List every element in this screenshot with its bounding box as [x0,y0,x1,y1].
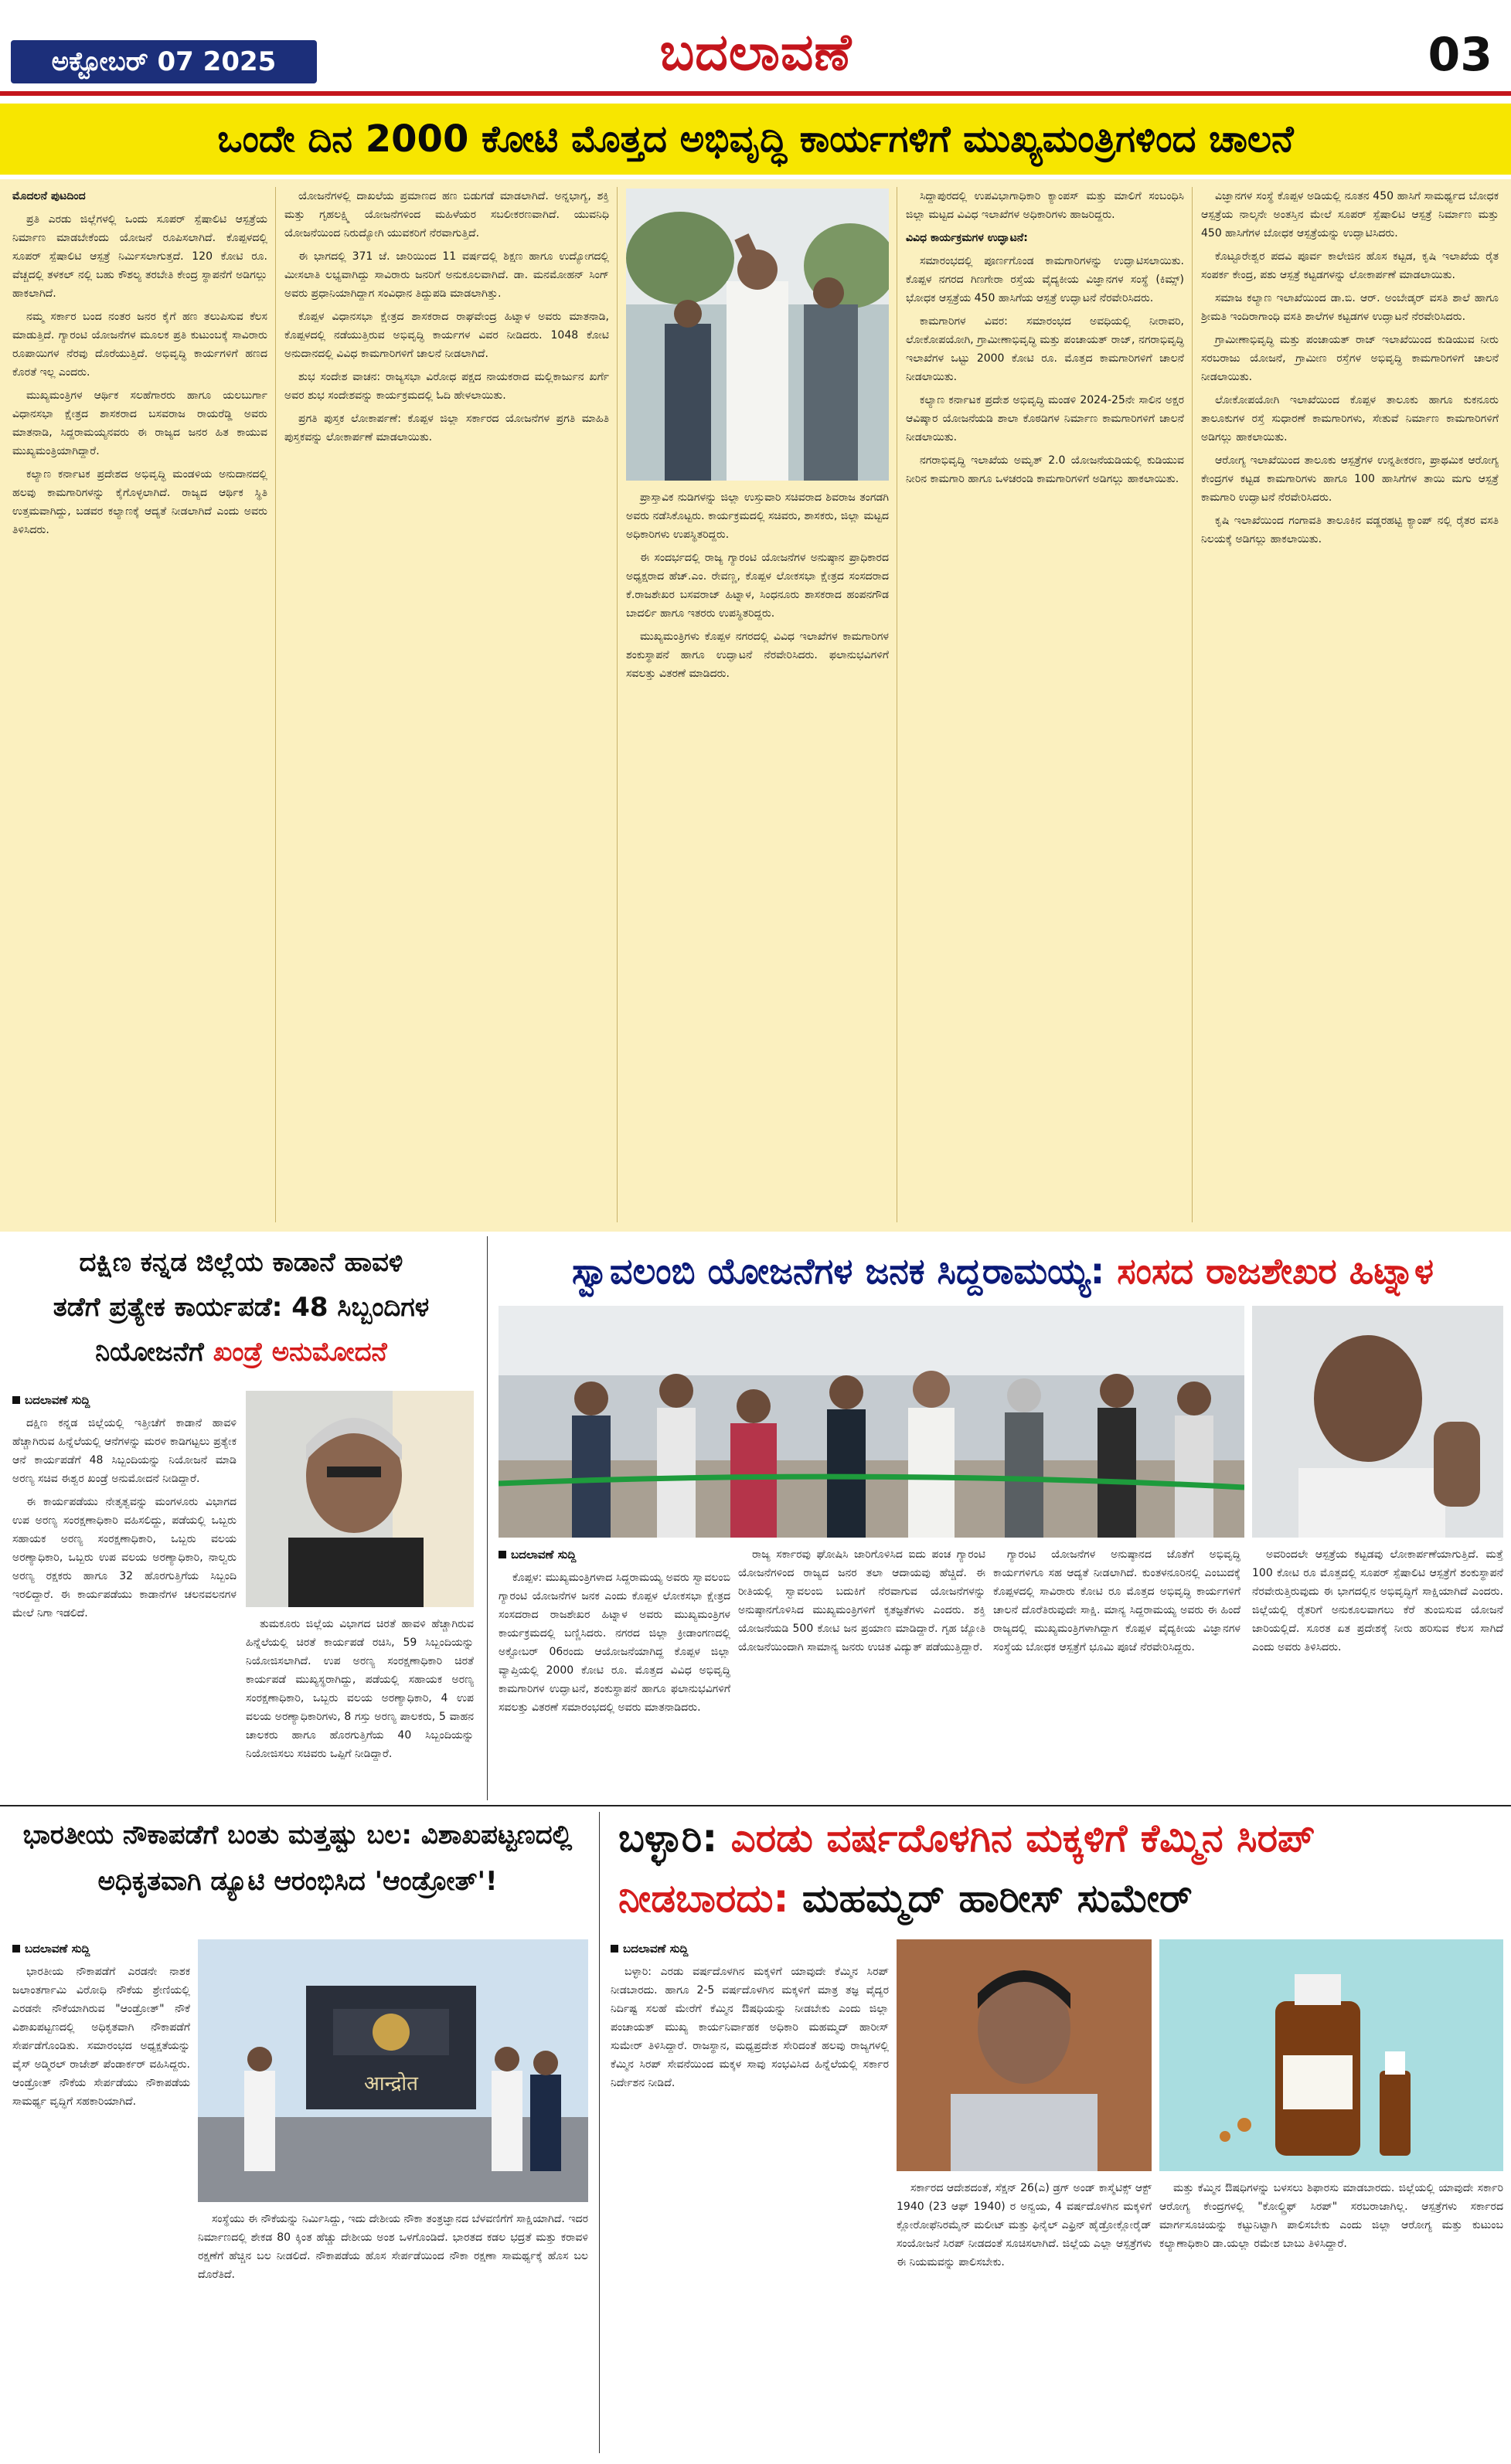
lead-column-3 [626,488,889,1222]
byline-square-icon [499,1551,506,1558]
syrup-bottle-photo [1159,1939,1503,2171]
navy-byline [12,1939,190,1958]
mp-column-3 [993,1545,1240,1800]
lead-col5-para: ಕೊಟ್ಟೂರೇಶ್ವರ ಪದವಿ ಪೂರ್ವ ಕಾಲೇಜಿನ ಹೊಸ ಕಟ್ಟಡ, ಕೃಷಿ ಇಲಾಖೆಯ ರೈತ ಸಂಪರ್ಕ ಕೇಂದ್ರ, ಪಶು ಆಸ್ಪತ್ರೆ ಕಟ್ಟಡಗಳನ್ನು ಲೋಕಾರ್ಪಣೆ ಮಾಡಲಾಯಿತು. [1201,250,1499,281]
forest-byline-text: ಬದಲಾವಣೆ ಸುದ್ದಿ [25,1393,90,1407]
mp-headline-highlight: ಸಂಸದ ರಾಜಶೇಖರ ಹಿಟ್ನಾಳ [1117,1250,1434,1292]
byline-square-icon [12,1396,20,1404]
section-rule [599,1812,600,2453]
lead-col4-para: ಕಾಮಗಾರಿಗಳ ವಿವರ: ಸಮಾರಂಭದ ಅವಧಿಯಲ್ಲಿ ನೀರಾವರಿ, ಲೋಕೋಪಯೋಗಿ, ಗ್ರಾಮೀಣಾಭಿವೃದ್ಧಿ ಮತ್ತು ಪಂಚಾಯತ್ ರಾಜ್, ನಗರಾಭಿವೃದ್ಧಿ ಇಲಾಖೆಗಳ ಒಟ್ಟು 2000 ಕೋಟಿ ರೂ. ಮೊತ್ತದ ಕಾಮಗಾರಿಗಳಿಗೆ ಚಾಲನೆ ನೀಡಲಾಯಿತು. [906,315,1184,383]
newspaper-brand: ಬದಲಾವಣೆ [659,22,852,82]
forest-headline-highlight: ಖಂಡ್ರೆ ಅನುಮೋದನೆ [213,1337,387,1368]
ship-plaque-text: आन्द्रोत [364,2072,418,2095]
lead-col4-para: ಸಿದ್ದಾಪುರದಲ್ಲಿ ಉಪವಿಭಾಗಾಧಿಕಾರಿ ಕ್ಯಾಂಪಸ್ ಮತ್ತು ಮಾಲಿಗೆ ಸಂಬಂಧಿಸಿ ಜಿಲ್ಲಾ ಮಟ್ಟದ ವಿವಿಧ ಇಲಾಖೆಗಳ ಅಧಿಕಾರಿಗಳು ಹಾಜರಿದ್ದರು. [906,190,1184,221]
lead-col2-para: ಕೊಪ್ಪಳ ವಿಧಾನಸಭಾ ಕ್ಷೇತ್ರದ ಶಾಸಕರಾದ ರಾಘವೇಂದ್ರ ಹಿಟ್ನಾಳ ಅವರು ಮಾತನಾಡಿ, ಕೊಪ್ಪಳದಲ್ಲಿ ನಡೆಯುತ್ತಿರುವ ಅಭಿವೃದ್ಧಿ ಕಾರ್ಯಗಳ ವಿವರ ನೀಡಿದರು. 1048 ಕೋಟಿ ಅನುದಾನದಲ್ಲಿ ವಿವಿಧ ಕಾಮಗಾರಿಗಳಿಗೆ ಚಾಲನೆ ನೀಡಲಾಗಿದೆ. [284,311,609,360]
lead-col5-para: ಗ್ರಾಮೀಣಾಭಿವೃದ್ಧಿ ಮತ್ತು ಪಂಚಾಯತ್ ರಾಜ್ ಇಲಾಖೆಯಿಂದ ಕುಡಿಯುವ ನೀರು ಸರಬರಾಜು ಯೋಜನೆ, ಗ್ರಾಮೀಣ ರಸ್ತೆಗಳ ಅಭಿವೃದ್ಧಿ ಕಾಮಗಾರಿಗಳಿಗೆ ಚಾಲನೆ ನೀಡಲಾಯಿತು. [1201,334,1499,383]
ship-commissioning-illustration [198,1939,588,2202]
lead-col4-para: ನಗರಾಭಿವೃದ್ಧಿ ಇಲಾಖೆಯ ಅಮೃತ್ 2.0 ಯೋಜನೆಯಡಿಯಲ್ಲಿ ಕುಡಿಯುವ ನೀರಿನ ಕಾಮಗಾರಿ ಹಾಗೂ ಒಳಚರಂಡಿ ಕಾಮಗಾರಿಗಳಿಗೆ ಅಡಿಗಲ್ಲು ಹಾಕಲಾಯಿತು. [906,454,1184,485]
minister-portrait-illustration [246,1391,474,1607]
lead-col2-para: ಯೋಜನೆಗಳಲ್ಲಿ ದಾಖಲೆಯ ಪ್ರಮಾಣದ ಹಣ ಬಿಡುಗಡೆ ಮಾಡಲಾಗಿದೆ. ಅನ್ನಭಾಗ್ಯ, ಶಕ್ತಿ ಮತ್ತು ಗೃಹಲಕ್ಷ್ಮಿ ಯೋಜನೆಗಳಿಂದ ಮಹಿಳೆಯರ ಸಬಲೀಕರಣವಾಗಿದೆ. ಯುವನಿಧಿ ಯೋಜನೆಯಿಂದ ನಿರುದ್ಯೋಗಿ ಯುವಕರಿಗೆ ನೆರವಾಗುತ್ತಿದೆ. [284,190,609,240]
syrup-para: ಮತ್ತು ಕೆಮ್ಮಿನ ಔಷಧಿಗಳನ್ನು ಬಳಸಲು ಶಿಫಾರಸು ಮಾಡಬಾರದು. ಜಿಲ್ಲೆಯಲ್ಲಿ ಯಾವುದೇ ಸರ್ಕಾರಿ ಆರೋಗ್ಯ ಕೇಂದ್ರಗಳಲ್ಲಿ "ಕೋಲ್ಡ್ರಿಫ್ ಸಿರಪ್" ಸರಬರಾಜಾಗಿಲ್ಲ. ಆಸ್ಪತ್ರೆಗಳು ಸರ್ಕಾರದ ಮಾರ್ಗಸೂಚಿಯನ್ನು ಕಟ್ಟುನಿಟ್ಟಾಗಿ ಪಾಲಿಸಬೇಕು ಎಂದು ಜಿಲ್ಲಾ ಆರೋಗ್ಯ ಮತ್ತು ಕುಟುಂಬ ಕಲ್ಯಾಣಾಧಿಕಾರಿ ಡಾ.ಯಲ್ಲಾ ರಮೇಶ ಬಾಬು ತಿಳಿಸಿದ್ದಾರೆ. [1159,2182,1503,2250]
mp-para: ಕೊಪ್ಪಳ: ಮುಖ್ಯಮಂತ್ರಿಗಳಾದ ಸಿದ್ದರಾಮಯ್ಯ ಅವರು ಸ್ವಾವಲಂಬಿ ಗ್ಯಾರಂಟಿ ಯೋಜನೆಗಳ ಜನಕ ಎಂದು ಕೊಪ್ಪಳ ಲೋಕಸಭಾ ಕ್ಷೇತ್ರದ ಸಂಸದರಾದ ರಾಜಶೇಖರ ಹಿಟ್ನಾಳ ಅವರು ಮುಖ್ಯಮಂತ್ರಿಗಳ ಕಾರ್ಯಕ್ರಮದಲ್ಲಿ ಬಣ್ಣಿಸಿದರು. ನಗರದ ಜಿಲ್ಲಾ ಕ್ರೀಡಾಂಗಣದಲ್ಲಿ ಅಕ್ಟೋಬರ್ 06ರಂದು ಆಯೋಜನೆಯಾಗಿದ್ದ ಕೊಪ್ಪಳ ಜಿಲ್ಲಾ ವ್ಯಾಪ್ತಿಯಲ್ಲಿ 2000 ಕೋಟಿ ರೂ. ಮೊತ್ತದ ವಿವಿಧ ಅಭಿವೃದ್ಧಿ ಕಾಮಗಾರಿಗಳ ಉದ್ಘಾಟನೆ, ಶಂಕುಸ್ಥಾಪನೆ ಹಾಗೂ ಫಲಾನುಭವಿಗಳಿಗೆ ಸವಲತ್ತು ವಿತರಣೆ ಸಮಾರಂಭದಲ್ಲಿ ಅವರು ಮಾತನಾಡಿದರು. [499,1572,730,1714]
lead-col4-subhead: ವಿವಿಧ ಕಾರ್ಯಕ್ರಮಗಳ ಉದ್ಘಾಟನೆ: [906,232,1028,244]
lead-col1-para: ಮುಖ್ಯಮಂತ್ರಿಗಳ ಆರ್ಥಿಕ ಸಲಹೆಗಾರರು ಹಾಗೂ ಯಲಬುರ್ಗಾ ವಿಧಾನಸಭಾ ಕ್ಷೇತ್ರದ ಶಾಸಕರಾದ ಬಸವರಾಜ ರಾಯರೆಡ್ಡಿ ಅವರು ಮಾತನಾಡಿ, ಸಿದ್ದರಾಮಯ್ಯನವರು ಈ ರಾಜ್ಯದ ಜನರ ಹಿತ ಕಾಯುವ ಮುಖ್ಯಮಂತ್ರಿಯಾಗಿದ್ದಾರೆ. [12,389,267,457]
lead-col3-para: ಪ್ರಾಸ್ತಾವಿಕ ನುಡಿಗಳನ್ನು ಜಿಲ್ಲಾ ಉಸ್ತುವಾರಿ ಸಚಿವರಾದ ಶಿವರಾಜ ತಂಗಡಗಿ ಅವರು ನಡೆಸಿಕೊಟ್ಟರು. ಕಾರ್ಯಕ್ರಮದಲ್ಲಿ ಸಚಿವರು, ಶಾಸಕರು, ಜಿಲ್ಲಾ ಮಟ್ಟದ ಅಧಿಕಾರಿಗಳು ಉಪಸ್ಥಿತರಿದ್ದರು. [626,491,889,541]
section-rule [487,1236,488,1800]
masthead-rule [0,91,1511,96]
lead-col5-para: ಕೃಷಿ ಇಲಾಖೆಯಿಂದ ಗಂಗಾವತಿ ತಾಲೂಕಿನ ವಡ್ಡರಹಟ್ಟಿ ಕ್ಯಾಂಪ್ ನಲ್ಲಿ ರೈತರ ವಸತಿ ನಿಲಯಕ್ಕೆ ಅಡಿಗಲ್ಲು ಹಾಕಲಾಯಿತು. [1201,515,1499,545]
navy-column-1 [12,1939,190,2449]
forest-para: ಈ ಕಾರ್ಯಪಡೆಯು ನೇತೃತ್ವವನ್ನು ಮಂಗಳೂರು ವಿಭಾಗದ ಉಪ ಅರಣ್ಯ ಸಂರಕ್ಷಣಾಧಿಕಾರಿ ವಹಿಸಲಿದ್ದು, ಪಡೆಯಲ್ಲಿ ಒಬ್ಬರು ಸಹಾಯಕ ಅರಣ್ಯ ಸಂರಕ್ಷಣಾಧಿಕಾರಿ, ಒಬ್ಬರು ವಲಯ ಅರಣ್ಯಾಧಿಕಾರಿ, ಒಬ್ಬರು ಉಪ ವಲಯ ಅರಣ್ಯಾಧಿಕಾರಿ, ನಾಲ್ವರು ಅರಣ್ಯ ರಕ್ಷಕರು ಹಾಗೂ 32 ಹೊರಗುತ್ತಿಗೆಯ ಸಿಬ್ಬಂದಿ ಇರಲಿದ್ದಾರೆ. ಈ ಕಾರ್ಯಪಡೆಯು ಕಾಡಾನೆಗಳ ಚಲನವಲನಗಳ ಮೇಲೆ ನಿಗಾ ಇಡಲಿದೆ. [12,1496,237,1619]
mp-column-1 [499,1545,730,1800]
lead-col2-para: ಈ ಭಾಗದಲ್ಲಿ 371 ಜೆ. ಜಾರಿಯಿಂದ 11 ವರ್ಷದಲ್ಲಿ ಶಿಕ್ಷಣ ಹಾಗೂ ಉದ್ಯೋಗದಲ್ಲಿ ಮೀಸಲಾತಿ ಲಭ್ಯವಾಗಿದ್ದು ಸಾವಿರಾರು ಜನರಿಗೆ ಅನುಕೂಲವಾಗಿದೆ. ಡಾ. ಮನಮೋಹನ್ ಸಿಂಗ್ ಅವರು ಪ್ರಧಾನಿಯಾಗಿದ್ದಾಗ ಸಂವಿಧಾನ ತಿದ್ದುಪಡಿ ಮಾಡಲಾಗಿತ್ತು. [284,250,609,300]
forest-headline-line: ದಕ್ಷಿಣ ಕನ್ನಡ ಜಿಲ್ಲೆಯ ಕಾಡಾನೆ ಹಾವಳಿ [79,1247,403,1278]
lead-col5-para: ವಿಜ್ಞಾನಗಳ ಸಂಸ್ಥೆ ಕೊಪ್ಪಳ ಅಡಿಯಲ್ಲಿ ನೂತನ 450 ಹಾಸಿಗೆ ಸಾಮರ್ಥ್ಯದ ಬೋಧಕ ಆಸ್ಪತ್ರೆಯ ನಾಲ್ಕನೇ ಅಂತಸ್ತಿನ ಮೇಲೆ ಸೂಪರ್ ಸ್ಪೆಷಾಲಿಟಿ ಆಸ್ಪತ್ರೆ ನಿರ್ಮಾಣ ಮತ್ತು 450 ಹಾಸಿಗೆಗಳ ಬೋಧಕ ಆಸ್ಪತ್ರೆಯನ್ನು ಉದ್ಘಾಟಿಸಿದರು. [1201,190,1499,240]
syrup-byline-text: ಬದಲಾವಣೆ ಸುದ್ದಿ [623,1942,689,1956]
mp-portrait-illustration [1252,1306,1503,1538]
masthead [0,0,1511,93]
lead-column-5 [1201,187,1499,1222]
navy-para: ಸಂಸ್ಥೆಯು ಈ ನೌಕೆಯನ್ನು ನಿರ್ಮಿಸಿದ್ದು, ಇದು ದೇಶೀಯ ನೌಕಾ ತಂತ್ರಜ್ಞಾನದ ಬೆಳವಣಿಗೆಗೆ ಸಾಕ್ಷಿಯಾಗಿದೆ. ಇದರ ನಿರ್ಮಾಣದಲ್ಲಿ ಶೇಕಡ 80 ಕ್ಕಿಂತ ಹೆಚ್ಚು ದೇಶೀಯ ಅಂಶ ಒಳಗೊಂಡಿದೆ. ಭಾರತದ ಕಡಲ ಭದ್ರತೆ ಮತ್ತು ಕರಾವಳಿ ರಕ್ಷಣೆಗೆ ಹೆಚ್ಚಿನ ಬಲ ನೀಡಲಿದೆ. ನೌಕಾಪಡೆಯ ಹೊಸ ಸೇರ್ಪಡೆಯಿಂದ ನೌಕಾ ರಕ್ಷಣಾ ಸಾಮರ್ಥ್ಯಕ್ಕೆ ಹೊಸ ಬಲ ದೊರೆತಿದೆ. [198,2213,588,2281]
lead-col4-para: ಸಮಾರಂಭದಲ್ಲಿ ಪೂರ್ಣಗೊಂಡ ಕಾಮಗಾರಿಗಳನ್ನು ಉದ್ಘಾಟಿಸಲಾಯಿತು. ಕೊಪ್ಪಳ ನಗರದ ಗಿಣಗೇರಾ ರಸ್ತೆಯ ವೈದ್ಯಕೀಯ ವಿಜ್ಞಾನಗಳ ಸಂಸ್ಥೆ (ಕಿಮ್ಸ್) ಭೋಧಕ ಆಸ್ಪತ್ರೆಯ 450 ಹಾಸಿಗೆಯ ಆಸ್ಪತ್ರೆ ಉದ್ಘಾಟನೆ ನೆರವೇರಿಸಿದರು. [906,255,1184,304]
lead-col3-para: ಈ ಸಂದರ್ಭದಲ್ಲಿ ರಾಜ್ಯ ಗ್ಯಾರಂಟಿ ಯೋಜನೆಗಳ ಅನುಷ್ಠಾನ ಪ್ರಾಧಿಕಾರದ ಅಧ್ಯಕ್ಷರಾದ ಹೆಚ್.ಎಂ. ರೇವಣ್ಣ, ಕೊಪ್ಪಳ ಲೋಕಸಭಾ ಕ್ಷೇತ್ರದ ಸಂಸದರಾದ ಕೆ.ರಾಜಶೇಖರ ಬಸವರಾಜ್ ಹಿಟ್ನಾಳ, ಸಿಂಧನೂರು ಶಾಸಕರಾದ ಹಂಪನಗೌಡ ಬಾದರ್ಲಿ ಹಾಗೂ ಇತರರು ಉಪಸ್ಥಿತರಿದ್ದರು. [626,552,889,620]
syrup-headline-highlight: ನೀಡಬಾರದು: [618,1876,802,1921]
mp-para: ರಾಜ್ಯ ಸರ್ಕಾರವು ಘೋಷಿಸಿ ಜಾರಿಗೊಳಿಸಿದ ಐದು ಪಂಚ ಗ್ಯಾರಂಟಿ ಯೋಜನೆಗಳಿಂದ ರಾಜ್ಯದ ಜನರ ತಲಾ ಆದಾಯವು ಹೆಚ್ಚಿದೆ. ಈ ರೀತಿಯಲ್ಲಿ ಸ್ವಾವಲಂಬಿ ಬದುಕಿಗೆ ನೆರವಾಗುವ ಯೋಜನೆಗಳನ್ನು ಅನುಷ್ಠಾನಗೊಳಿಸಿದ ಮುಖ್ಯಮಂತ್ರಿಗಳಿಗೆ ಕೃತಜ್ಞತೆಗಳು ಎಂದರು. ಶಕ್ತಿ ಯೋಜನೆಯಡಿ 500 ಕೋಟಿ ಜನ ಪ್ರಯಾಣ ಮಾಡಿದ್ದಾರೆ. ಗೃಹ ಜ್ಯೋತಿ ಯೋಜನೆಯಿಂದಾಗಿ ಸಾಮಾನ್ಯ ಜನರು ಉಚಿತ ವಿದ್ಯುತ್ ಪಡೆಯುತ್ತಿದ್ದಾರೆ. [738,1548,985,1653]
forest-column-2 [246,1615,474,1800]
lead-col2-para: ಶುಭ ಸಂದೇಶ ವಾಚನ: ರಾಜ್ಯಸಭಾ ವಿರೋಧ ಪಕ್ಷದ ನಾಯಕರಾದ ಮಲ್ಲಿಕಾರ್ಜುನ ಖರ್ಗೆ ಅವರ ಶುಭ ಸಂದೇಶವನ್ನು ಕಾರ್ಯಕ್ರಮದಲ್ಲಿ ಓದಿ ಹೇಳಲಾಯಿತು. [284,371,609,402]
mp-headline [495,1240,1511,1302]
lead-column-4 [906,187,1184,1222]
lead-column-1 [12,187,267,1222]
lead-col1-para: ಕಲ್ಯಾಣ ಕರ್ನಾಟಕ ಪ್ರದೇಶದ ಅಭಿವೃದ್ಧಿ ಮಂಡಳಿಯ ಅನುದಾನದಲ್ಲಿ ಹಲವು ಕಾಮಗಾರಿಗಳನ್ನು ಕೈಗೊಳ್ಳಲಾಗಿದೆ. ರಾಜ್ಯದ ಆರ್ಥಿಕ ಸ್ಥಿತಿ ಉತ್ತಮವಾಗಿದ್ದು, ಬಡವರ ಕಲ್ಯಾಣಕ್ಕೆ ಆದ್ಯತೆ ನೀಡಲಾಗಿದೆ ಎಂದು ಅವರು ತಿಳಿಸಿದರು. [12,468,267,536]
forest-headline-part: ನಿಯೋಜನೆಗೆ [95,1337,213,1368]
lead-col3-para: ಮುಖ್ಯಮಂತ್ರಿಗಳು ಕೊಪ್ಪಳ ನಗರದಲ್ಲಿ ವಿವಿಧ ಇಲಾಖೆಗಳ ಕಾಮಗಾರಿಗಳ ಶಂಕುಸ್ಥಾಪನೆ ಹಾಗೂ ಉದ್ಘಾಟನೆ ನೆರವೇರಿಸಿದರು. ಫಲಾನುಭವಿಗಳಿಗೆ ಸವಲತ್ತು ವಿತರಣೆ ಮಾಡಿದರು. [626,630,889,680]
cm-salute-illustration [626,189,889,481]
lead-col5-para: ಸಮಾಜ ಕಲ್ಯಾಣ ಇಲಾಖೆಯಿಂದ ಡಾ.ಬಿ. ಆರ್. ಅಂಬೇಡ್ಕರ್ ವಸತಿ ಶಾಲೆ ಹಾಗೂ ಶ್ರೀಮತಿ ಇಂದಿರಾಗಾಂಧಿ ವಸತಿ ಶಾಲೆಗಳ ಕಟ್ಟಡಗಳ ಉದ್ಘಾಟನೆ ನೆರವೇರಿಸಿದರು. [1201,292,1499,323]
forest-para: ತುಮಕೂರು ಜಿಲ್ಲೆಯ ವಿಭಾಗದ ಚಿರತೆ ಹಾವಳಿ ಹೆಚ್ಚಾಗಿರುವ ಹಿನ್ನೆಲೆಯಲ್ಲಿ ಚಿರತೆ ಕಾರ್ಯಪಡೆ ರಚಿಸಿ, 59 ಸಿಬ್ಬಂದಿಯನ್ನು ನಿಯೋಜಿಸಲಾಗಿದೆ. ಉಪ ಅರಣ್ಯ ಸಂರಕ್ಷಣಾಧಿಕಾರಿ ಚಿರತೆ ಕಾರ್ಯಪಡೆ ಮುಖ್ಯಸ್ಥರಾಗಿದ್ದು, ಪಡೆಯಲ್ಲಿ ಸಹಾಯಕ ಅರಣ್ಯ ಸಂರಕ್ಷಣಾಧಿಕಾರಿ, ಒಬ್ಬರು ವಲಯ ಅರಣ್ಯಾಧಿಕಾರಿ, 4 ಉಪ ವಲಯ ಅರಣ್ಯಾಧಿಕಾರಿಗಳು, 8 ಗಸ್ತು ಅರಣ್ಯ ಪಾಲಕರು, 5 ವಾಹನ ಚಾಲಕರು ಹಾಗೂ ಹೊರಗುತ್ತಿಗೆಯ 40 ಸಿಬ್ಬಂದಿಯನ್ನು ನಿಯೋಜಿಸಲು ಸಚಿವರು ಒಪ್ಪಿಗೆ ನೀಡಿದ್ದಾರೆ. [246,1618,474,1760]
section-divider [0,1805,1511,1806]
syrup-column-2 [897,2179,1152,2449]
lead-story [0,179,1511,1232]
navy-column-2 [198,2210,588,2449]
syrup-column-1 [611,1939,889,2449]
column-rule [275,187,276,1222]
syrup-byline [611,1939,889,1958]
lead-col1-para: ಪ್ರತಿ ಎರಡು ಜಿಲ್ಲೆಗಳಲ್ಲಿ ಒಂದು ಸೂಪರ್ ಸ್ಪೆಷಾಲಿಟಿ ಆಸ್ಪತ್ರೆಯ ನಿರ್ಮಾಣ ಮಾಡಬೇಕೆಂದು ಯೋಜನೆ ರೂಪಿಸಲಾಗಿದೆ. ಕೊಪ್ಪಳದಲ್ಲಿ ಸೂಪರ್ ಸ್ಪೆಷಾಲಿಟಿ ಆಸ್ಪತ್ರೆ ನಿರ್ಮಿಸಲಾಗುತ್ತದೆ. 120 ಕೋಟಿ ರೂ. ವೆಚ್ಚದಲ್ಲಿ ತಳಕಲ್ ನಲ್ಲಿ ಬಹು ಕೌಶಲ್ಯ ತರಬೇತಿ ಕೇಂದ್ರ ಸ್ಥಾಪನೆಗೆ ಅಡಿಗಲ್ಲು ಹಾಕಲಾಗಿದೆ. [12,213,267,300]
forest-column-1 [12,1391,237,1793]
forest-headline [0,1240,482,1379]
lead-headline: ಒಂದೇ ದಿನ 2000 ಕೋಟಿ ಮೊತ್ತದ ಅಭಿವೃದ್ಧಿ ಕಾರ್ಯಗಳಿಗೆ ಮುಖ್ಯಮಂತ್ರಿಗಳಿಂದ ಚಾಲನೆ [0,104,1511,175]
mp-column-4 [1252,1545,1503,1800]
lead-col5-para: ಆರೋಗ್ಯ ಇಲಾಖೆಯಿಂದ ತಾಲೂಕು ಆಸ್ಪತ್ರೆಗಳ ಉನ್ನತೀಕರಣ, ಪ್ರಾಥಮಿಕ ಆರೋಗ್ಯ ಕೇಂದ್ರಗಳ ಕಟ್ಟಡ ಕಾಮಗಾರಿಗಳು ಹಾಗೂ 100 ಹಾಸಿಗೆಗಳ ತಾಯಿ ಮಗು ಆಸ್ಪತ್ರೆ ಕಾಮಗಾರಿ ಉದ್ಘಾಟನೆ ನೆರವೇರಿಸಿದರು. [1201,454,1499,504]
navy-headline: ಭಾರತೀಯ ನೌಕಾಪಡೆಗೆ ಬಂತು ಮತ್ತಷ್ಟು ಬಲ: ವಿಶಾಖಪಟ್ಟಣದಲ್ಲಿ ಅಧಿಕೃತವಾಗಿ ಡ್ಯೂಟಿ ಆರಂಭಿಸಿದ 'ಆಂಡ್ರೋತ್'! [22,1820,573,1897]
page-number: 03 [1428,28,1492,82]
officer-portrait-photo [897,1939,1152,2171]
byline-square-icon [12,1945,20,1953]
syrup-headline-line [611,1808,1511,1868]
syrup-headline-line [611,1868,1511,1929]
mp-para: ಅವರಿಂದಲೇ ಆಸ್ಪತ್ರೆಯ ಕಟ್ಟಡವು ಲೋಕಾರ್ಪಣೆಯಾಗುತ್ತಿದೆ. ಮತ್ತೆ 100 ಕೋಟಿ ರೂ ಮೊತ್ತದಲ್ಲಿ ಸೂಪರ್ ಸ್ಪೆಷಾಲಿಟಿ ಆಸ್ಪತ್ರೆಗೆ ಶಂಕುಸ್ಥಾಪನೆ ನೆರವೇರುತ್ತಿರುವುದು ಈ ಭಾಗದಲ್ಲಿನ ಅಭಿವೃದ್ಧಿಗೆ ಸಾಕ್ಷಿಯಾಗಿದೆ ಎಂದರು. ಜಿಲ್ಲೆಯಲ್ಲಿ ರೈತರಿಗೆ ಅನುಕೂಲವಾಗಲು ಕೆರೆ ತುಂಬಿಸುವ ಯೋಜನೆ ಜಾರಿಯಲ್ಲಿದೆ. ಸೂರತ ಏತ ಪ್ರದೇಶಕ್ಕೆ ನೀರು ಹರಿಸುವ ಕೆಲಸ ಸಾಗಿದೆ ಎಂದು ಅವರು ತಿಳಿಸಿದರು. [1252,1548,1503,1653]
mp-byline [499,1545,730,1564]
mp-byline-text: ಬದಲಾವಣೆ ಸುದ್ದಿ [511,1548,577,1562]
syrup-headline-highlight: ಎರಡು ವರ್ಷದೊಳಗಿನ ಮಕ್ಕಳಿಗೆ ಕೆಮ್ಮಿನ ಸಿರಪ್ [730,1816,1315,1861]
cm-salute-photo [626,189,889,481]
forest-headline-line [0,1330,482,1375]
syrup-para: ಸರ್ಕಾರದ ಆದೇಶದಂತೆ, ಸೆಕ್ಷನ್ 26(ಎ) ಡ್ರಗ್ ಅಂಡ್ ಕಾಸ್ಮೆಟಿಕ್ಸ್ ಆಕ್ಟ್ 1940 (23 ಆಫ್ 1940) ರ ಅನ್ವಯ, 4 ವರ್ಷದೊಳಗಿನ ಮಕ್ಕಳಿಗೆ ಕ್ಲೋರೋಫೆನಿರಮೈನ್ ಮಲೀಟ್ ಮತ್ತು ಫಿನೈಲ್ ಎಫ್ರಿನ್ ಹೈಡ್ರೋಕ್ಲೋರೈಡ್ ಸಂಯೋಜನೆ ಸಿರಪ್ ನೀಡದಂತೆ ಸೂಚಿಸಲಾಗಿದೆ. ಜಿಲ್ಲೆಯ ಎಲ್ಲಾ ಆಸ್ಪತ್ರೆಗಳು ಈ ನಿಯಮವನ್ನು ಪಾಲಿಸಬೇಕು. [897,2182,1152,2269]
syrup-column-3 [1159,2179,1503,2449]
syrup-headline-part: ಮಹಮ್ಮದ್ ಹಾರೀಸ್ ಸುಮೇರ್ [801,1876,1193,1921]
column-rule [1192,187,1193,1222]
syrup-headline [611,1808,1511,1932]
navy-para: ಭಾರತೀಯ ನೌಕಾಪಡೆಗೆ ಎರಡನೇ ನಾಶಕ ಜಲಾಂತರ್ಗಾಮಿ ವಿರೋಧಿ ನೌಕೆಯ ಶ್ರೇಣಿಯಲ್ಲಿ ಎರಡನೇ ನೌಕೆಯಾಗಿರುವ "ಆಂಡ್ರೋತ್" ನೌಕೆ ವಿಶಾಖಪಟ್ಟಣದಲ್ಲಿ ಅಧಿಕೃತವಾಗಿ ನೌಕಾಪಡೆಗೆ ಸೇರ್ಪಡೆಗೊಂಡಿತು. ಸಮಾರಂಭದ ಅಧ್ಯಕ್ಷತೆಯನ್ನು ವೈಸ್ ಅಡ್ಮಿರಲ್ ರಾಜೇಶ್ ಪೆಂಡಾರ್ಕರ್ ವಹಿಸಿದ್ದರು. ಆಂಡ್ರೋತ್ ನೌಕೆಯ ಸೇರ್ಪಡೆಯು ನೌಕಾಪಡೆಯ ಸಾಮರ್ಥ್ಯ ವೃದ್ಧಿಗೆ ಸಹಕಾರಿಯಾಗಿದೆ. [12,1966,190,2108]
mp-para: ಗ್ಯಾರಂಟಿ ಯೋಜನೆಗಳ ಅನುಷ್ಠಾನದ ಜೊತೆಗೆ ಅಭಿವೃದ್ಧಿ ಕಾರ್ಯಗಳಿಗೂ ಸಹ ಆದ್ಯತೆ ನೀಡಲಾಗಿದೆ. ಕುಂತಳನೂರಿನಲ್ಲಿ ಎಂಬುದಕ್ಕೆ ಕೊಪ್ಪಳದಲ್ಲಿ ಸಾವಿರಾರು ಕೋಟಿ ರೂ ಮೊತ್ತದ ಅಭಿವೃದ್ಧಿ ಕಾರ್ಯಗಳಿಗೆ ಚಾಲನೆ ದೊರೆತಿರುವುದೇ ಸಾಕ್ಷಿ. ಮಾನ್ಯ ಸಿದ್ದರಾಮಯ್ಯ ಅವರು ಈ ಹಿಂದೆ ರಾಜ್ಯದಲ್ಲಿ ಮುಖ್ಯಮಂತ್ರಿಗಳಾಗಿದ್ದಾಗ ಕೊಪ್ಪಳ ವೈದ್ಯಕೀಯ ವಿಜ್ಞಾನಗಳ ಸಂಸ್ಥೆಯ ಬೋಧಕ ಆಸ್ಪತ್ರೆಗೆ ಭೂಮಿ ಪೂಜೆ ನೆರವೇರಿಸಿದ್ದರು. [993,1548,1240,1653]
ship-commissioning-photo [198,1939,588,2202]
minister-portrait-photo [246,1391,474,1607]
navy-byline-text: ಬದಲಾವಣೆ ಸುದ್ದಿ [25,1942,90,1956]
forest-headline-line: ತಡೆಗೆ ಪ್ರತ್ಯೇಕ ಕಾರ್ಯಪಡೆ: 48 ಸಿಬ್ಬಂದಿಗಳ [53,1292,430,1323]
mp-headline-part: ಸ್ವಾವಲಂಬಿ ಯೋಜನೆಗಳ ಜನಕ ಸಿದ್ದರಾಮಯ್ಯ: [572,1250,1118,1292]
syrup-bottle-illustration [1159,1939,1503,2171]
lead-kicker: ಮೊದಲನೆ ಪುಟದಿಂದ [12,190,86,202]
mp-column-2 [738,1545,985,1800]
ribbon-cutting-illustration [499,1306,1244,1538]
ribbon-cutting-photo [499,1306,1244,1538]
byline-square-icon [611,1945,618,1953]
column-rule [617,187,618,1222]
lead-col1-para: ನಮ್ಮ ಸರ್ಕಾರ ಬಂದ ನಂತರ ಜನರ ಕೈಗೆ ಹಣ ತಲುಪಿಸುವ ಕೆಲಸ ಮಾಡುತ್ತಿದೆ. ಗ್ಯಾರಂಟಿ ಯೋಜನೆಗಳ ಮೂಲಕ ಪ್ರತಿ ಕುಟುಂಬಕ್ಕೆ ಸಾವಿರಾರು ರೂಪಾಯಿಗಳ ನೆರವು ದೊರೆಯುತ್ತಿದೆ. ಅಭಿವೃದ್ಧಿ ಕಾರ್ಯಗಳಿಗೆ ಹಣದ ಕೊರತೆ ಇಲ್ಲ ಎಂದರು. [12,311,267,379]
lead-column-2 [284,187,609,1222]
lead-col4-para: ಕಲ್ಯಾಣ ಕರ್ನಾಟಕ ಪ್ರದೇಶ ಅಭಿವೃದ್ಧಿ ಮಂಡಳಿ 2024-25ನೇ ಸಾಲಿನ ಅಕ್ಷರ ಆವಿಷ್ಕಾರ ಯೋಜನೆಯಡಿ ಶಾಲಾ ಕೊಠಡಿಗಳ ನಿರ್ಮಾಣ ಕಾಮಗಾರಿಗಳಿಗೆ ಚಾಲನೆ ನೀಡಲಾಯಿತು. [906,394,1184,444]
forest-intro: ದಕ್ಷಿಣ ಕನ್ನಡ ಜಿಲ್ಲೆಯಲ್ಲಿ ಇತ್ತೀಚೆಗೆ ಕಾಡಾನೆ ಹಾವಳಿ ಹೆಚ್ಚಾಗಿರುವ ಹಿನ್ನೆಲೆಯಲ್ಲಿ ಆನೆಗಳನ್ನು ಮರಳಿ ಕಾಡಿಗಟ್ಟಲು ಪ್ರತ್ಯೇಕ ಆನೆ ಕಾರ್ಯಪಡೆಗೆ 48 ಸಿಬ್ಬಂದಿಯನ್ನು ನಿಯೋಜನೆ ಮಾಡಿ ಅರಣ್ಯ ಸಚಿವ ಈಶ್ವರ ಖಂಡ್ರೆ ಅನುಮೋದನೆ ನೀಡಿದ್ದಾರೆ. [12,1417,237,1485]
lead-col5-para: ಲೋಕೋಪಯೋಗಿ ಇಲಾಖೆಯಿಂದ ಕೊಪ್ಪಳ ತಾಲೂಕು ಹಾಗೂ ಕುಕನೂರು ತಾಲೂಕುಗಳ ರಸ್ತೆ ಸುಧಾರಣೆ ಕಾಮಗಾರಿಗಳು, ಸೇತುವೆ ನಿರ್ಮಾಣ ಕಾಮಗಾರಿಗಳಿಗೆ ಅಡಿಗಲ್ಲು ಹಾಕಲಾಯಿತು. [1201,394,1499,444]
officer-portrait-illustration [897,1939,1152,2171]
syrup-para: ಬಳ್ಳಾರಿ: ಎರಡು ವರ್ಷದೊಳಗಿನ ಮಕ್ಕಳಿಗೆ ಯಾವುದೇ ಕೆಮ್ಮಿನ ಸಿರಪ್ ನೀಡಬಾರದು. ಹಾಗೂ 2-5 ವರ್ಷದೊಳಗಿನ ಮಕ್ಕಳಿಗೆ ಮಾತ್ರ ತಜ್ಞ ವೈದ್ಯರ ನಿರ್ದಿಷ್ಟ ಸಲಹೆ ಮೇರೆಗೆ ಕೆಮ್ಮಿನ ಔಷಧಿಯನ್ನು ನೀಡಬೇಕು ಎಂದು ಜಿಲ್ಲಾ ಪಂಚಾಯತ್ ಮುಖ್ಯ ಕಾರ್ಯನಿರ್ವಾಹಕ ಅಧಿಕಾರಿ ಮಹಮ್ಮದ್ ಹಾರೀಸ್ ಸುಮೇರ್ ತಿಳಿಸಿದ್ದಾರೆ. ರಾಜಸ್ಥಾನ, ಮಧ್ಯಪ್ರದೇಶ ಸೇರಿದಂತೆ ಹಲವು ರಾಜ್ಯಗಳಲ್ಲಿ ಕೆಮ್ಮಿನ ಸಿರಪ್ ಸೇವನೆಯಿಂದ ಮಕ್ಕಳ ಸಾವು ಸಂಭವಿಸಿದ ಹಿನ್ನೆಲೆಯಲ್ಲಿ ಸರ್ಕಾರ ನಿರ್ದೇಶನ ನೀಡಿದೆ. [611,1966,889,2089]
forest-byline [12,1391,237,1409]
mp-portrait-photo [1252,1306,1503,1538]
issue-date: ಅಕ್ಟೋಬರ್ 07 2025 [11,40,317,83]
lead-col2-para: ಪ್ರಗತಿ ಪುಸ್ತಕ ಲೋಕಾರ್ಪಣೆ: ಕೊಪ್ಪಳ ಜಿಲ್ಲಾ ಸರ್ಕಾರದ ಯೋಜನೆಗಳ ಪ್ರಗತಿ ಮಾಹಿತಿ ಪುಸ್ತಕವನ್ನು ಲೋಕಾರ್ಪಣೆ ಮಾಡಲಾಯಿತು. [284,413,609,444]
syrup-headline-part: ಬಳ್ಳಾರಿ: [618,1816,731,1861]
